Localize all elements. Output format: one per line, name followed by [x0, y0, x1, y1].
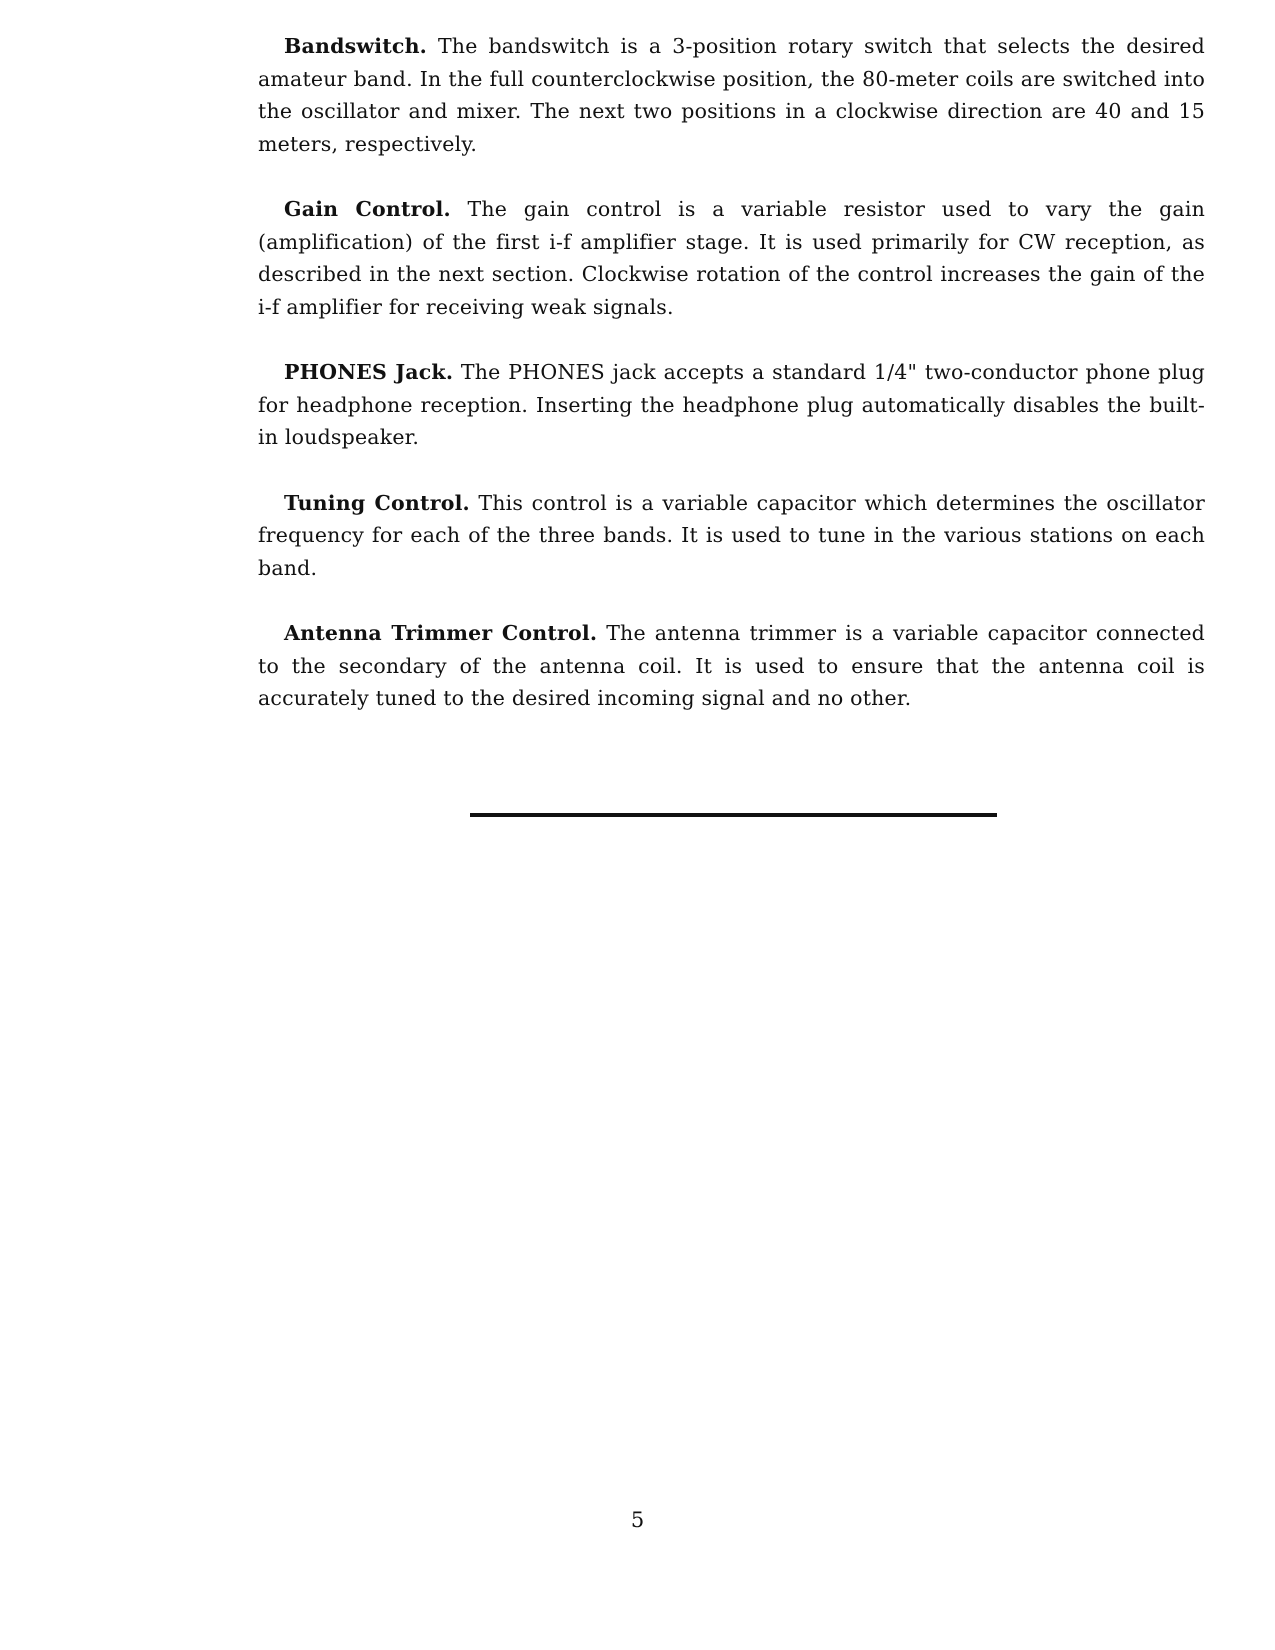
- paragraph-phones-jack: [258, 356, 1205, 454]
- paragraph-text: The antenna trimmer is a variable capacitor connected to the secondary of the antenna coil. It is used to ensure that the antenna coil is accurately tuned to the desired incoming signal and no other.: [258, 621, 1206, 710]
- page-number: 5: [630, 1508, 645, 1532]
- paragraph-text: This control is a variable capacitor which determines the oscillator frequency for each of the three bands. It is used to tune in the various stations on each band.: [258, 490, 1205, 580]
- paragraph-term: Bandswitch.: [284, 34, 428, 58]
- paragraph-bandswitch: [258, 30, 1205, 160]
- paragraph-text: The gain control is a variable resistor used to vary the gain (amplification) of the first i-f amplifier stage. It is used primarily for CW reception, as described in the next section. Clockwise rotation of the control increases the gain of the i-f amplifier for receiving weak signals.: [258, 197, 1205, 319]
- paragraph-text: The PHONES jack accepts a standard 1/4" two-conductor phone plug for headphone reception. Inserting the headphone plug automatically disables the built-in loudspeaker.: [258, 360, 1205, 449]
- paragraph-term: Antenna Trimmer Control.: [284, 621, 598, 645]
- page-body: [258, 30, 1205, 748]
- section-divider: [470, 813, 997, 817]
- paragraph-antenna-trimmer: [258, 617, 1205, 715]
- paragraph-term: PHONES Jack.: [284, 360, 454, 384]
- paragraph-text: The bandswitch is a 3-position rotary switch that selects the desired amateur band. In the full counterclockwise position, the 80-meter coils are switched into the oscillator and mixer. The next two positions in a clockwise direction are 40 and 15 meters, respectively.: [258, 34, 1206, 156]
- paragraph-tuning-control: [258, 487, 1205, 585]
- paragraph-term: Gain Control.: [284, 197, 451, 221]
- paragraph-term: Tuning Control.: [284, 490, 470, 515]
- paragraph-gain-control: [258, 193, 1205, 323]
